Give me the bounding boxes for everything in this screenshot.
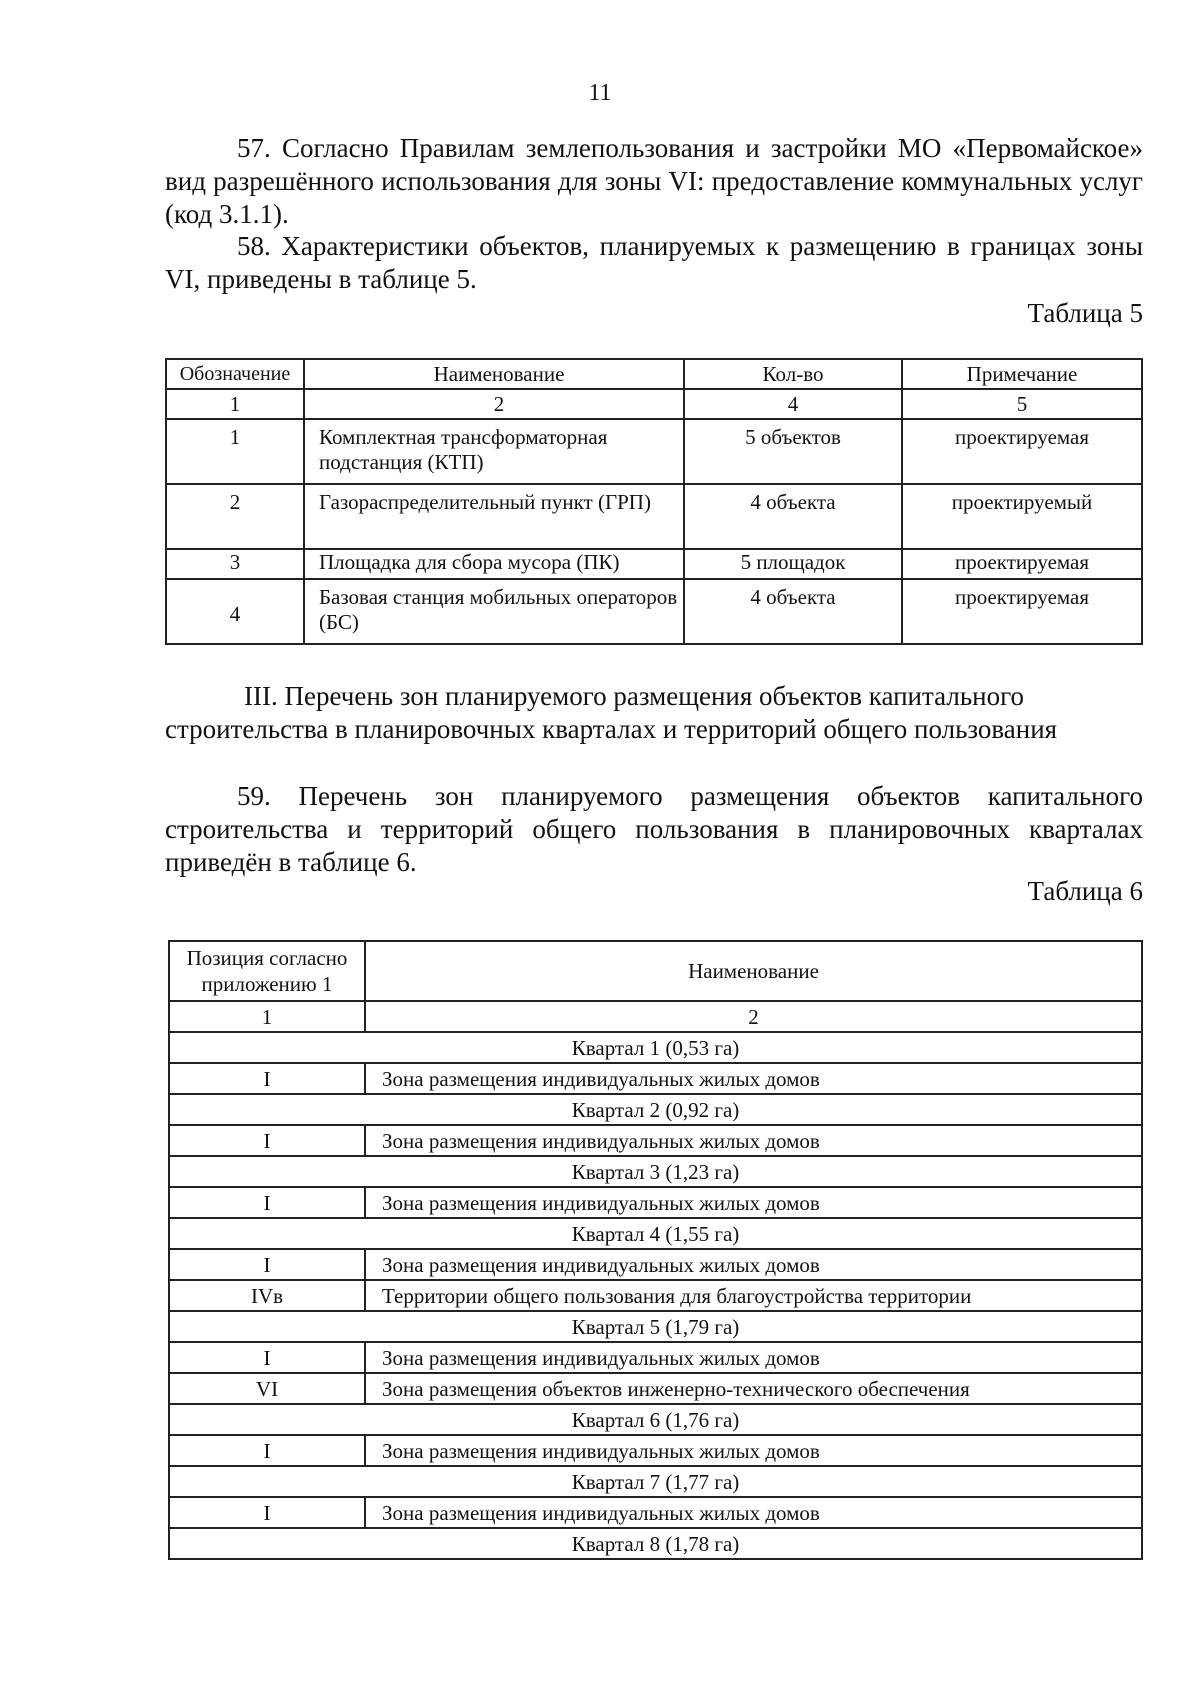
table-5-header-note: Примечание [902, 359, 1142, 389]
zone-position: I [169, 1125, 365, 1156]
quarter-row [169, 1528, 1142, 1559]
quarter-row [169, 1156, 1142, 1187]
row-note: проектируемая [902, 579, 1142, 644]
quarter-row [169, 1032, 1142, 1063]
zone-name: Зона размещения индивидуальных жилых домов [365, 1249, 1142, 1280]
row-name: Комплектная трансформаторная подстанция (КТП) [304, 419, 684, 484]
row-qty: 4 объекта [684, 484, 902, 549]
row-qty: 4 объекта [684, 579, 902, 644]
zone-position: I [169, 1187, 365, 1218]
table-6-colnum: 2 [365, 1001, 1142, 1032]
row-id: 3 [166, 549, 304, 579]
table-5-header-name: Наименование [304, 359, 684, 389]
table-row [169, 1249, 1142, 1280]
table-6-header-name: Наименование [365, 941, 1142, 1001]
zone-position: VI [169, 1373, 365, 1404]
quarter-title: Квартал 7 (1,77 га) [169, 1466, 1142, 1497]
table-5-header-designation: Обозначение [166, 359, 304, 389]
table-5-caption: Таблица 5 [1027, 298, 1143, 328]
row-qty: 5 площадок [684, 549, 902, 579]
table-5-colnum: 2 [304, 389, 684, 419]
paragraph-59: 59. Перечень зон планируемого размещения объектов капитального строительства и территорий общего пользования в планировочных кварталах приведён в таблице 6. [165, 781, 1143, 877]
table-row [166, 549, 1142, 579]
table-row [169, 1280, 1142, 1311]
zone-name: Зона размещения объектов инженерно-технического обеспечения [365, 1373, 1142, 1404]
quarter-row [169, 1218, 1142, 1249]
row-note: проектируемая [902, 549, 1142, 579]
page-number: 11 [588, 80, 612, 106]
table-6-body [169, 1032, 1142, 1559]
table-6-colnum: 1 [169, 1001, 365, 1032]
zone-name: Зона размещения индивидуальных жилых домов [365, 1497, 1142, 1528]
zone-position: I [169, 1435, 365, 1466]
table-row [169, 1342, 1142, 1373]
paragraph-58: 58. Характеристики объектов, планируемых к размещению в границах зоны VI, приведены в таблице 5. [165, 231, 1143, 294]
table-5-header-row [166, 359, 1142, 389]
quarter-title: Квартал 3 (1,23 га) [169, 1156, 1142, 1187]
table-5-colnum: 5 [902, 389, 1142, 419]
table-row [169, 1187, 1142, 1218]
table-row [169, 1063, 1142, 1094]
section-heading-line-1: III. Перечень зон планируемого размещения объектов капитального [244, 681, 1024, 711]
section-heading-line-2: строительства в планировочных кварталах и территорий общего пользования [165, 714, 1058, 744]
table-5 [165, 358, 1143, 645]
zone-name: Зона размещения индивидуальных жилых домов [365, 1063, 1142, 1094]
row-name: Площадка для сбора мусора (ПК) [304, 549, 684, 579]
row-id: 2 [166, 484, 304, 549]
table-6 [168, 940, 1143, 1560]
quarter-row [169, 1094, 1142, 1125]
quarter-row [169, 1311, 1142, 1342]
zone-position: I [169, 1249, 365, 1280]
zone-position: I [169, 1063, 365, 1094]
quarter-row [169, 1466, 1142, 1497]
quarter-title: Квартал 2 (0,92 га) [169, 1094, 1142, 1125]
row-name: Газораспределительный пункт (ГРП) [304, 484, 684, 549]
table-row [169, 1497, 1142, 1528]
zone-name: Зона размещения индивидуальных жилых домов [365, 1435, 1142, 1466]
zone-name: Зона размещения индивидуальных жилых домов [365, 1187, 1142, 1218]
table-row [166, 419, 1142, 484]
row-name: Базовая станция мобильных операторов (БС) [304, 579, 684, 644]
table-5-header-qty: Кол-во [684, 359, 902, 389]
quarter-title: Квартал 1 (0,53 га) [169, 1032, 1142, 1063]
row-note: проектируемая [902, 419, 1142, 484]
table-6-header-row [169, 941, 1142, 1001]
zone-position: I [169, 1497, 365, 1528]
zone-name: Зона размещения индивидуальных жилых домов [365, 1342, 1142, 1373]
section-heading [165, 680, 1143, 746]
row-id: 1 [166, 419, 304, 484]
row-qty: 5 объектов [684, 419, 902, 484]
quarter-title: Квартал 6 (1,76 га) [169, 1404, 1142, 1435]
quarter-title: Квартал 8 (1,78 га) [169, 1528, 1142, 1559]
table-6-number-row [169, 1001, 1142, 1032]
table-6-caption: Таблица 6 [1027, 876, 1143, 906]
table-row [169, 1373, 1142, 1404]
table-6-header-position: Позиция согласно приложению 1 [169, 941, 365, 1001]
quarter-title: Квартал 5 (1,79 га) [169, 1311, 1142, 1342]
table-row [169, 1125, 1142, 1156]
table-5-colnum: 4 [684, 389, 902, 419]
quarter-title: Квартал 4 (1,55 га) [169, 1218, 1142, 1249]
zone-position: I [169, 1342, 365, 1373]
table-row [166, 484, 1142, 549]
table-5-colnum: 1 [166, 389, 304, 419]
zone-name: Зона размещения индивидуальных жилых домов [365, 1125, 1142, 1156]
table-row [166, 579, 1142, 644]
paragraph-57: 57. Согласно Правилам землепользования и застройки МО «Первомайское» вид разрешённого использования для зоны VI: предоставление коммунальных услуг (код 3.1.1). [165, 133, 1143, 229]
zone-position: IVв [169, 1280, 365, 1311]
row-note: проектируемый [902, 484, 1142, 549]
quarter-row [169, 1404, 1142, 1435]
table-row [169, 1435, 1142, 1466]
row-id: 4 [166, 579, 304, 644]
table-5-number-row [166, 389, 1142, 419]
zone-name: Территории общего пользования для благоустройства территории [365, 1280, 1142, 1311]
